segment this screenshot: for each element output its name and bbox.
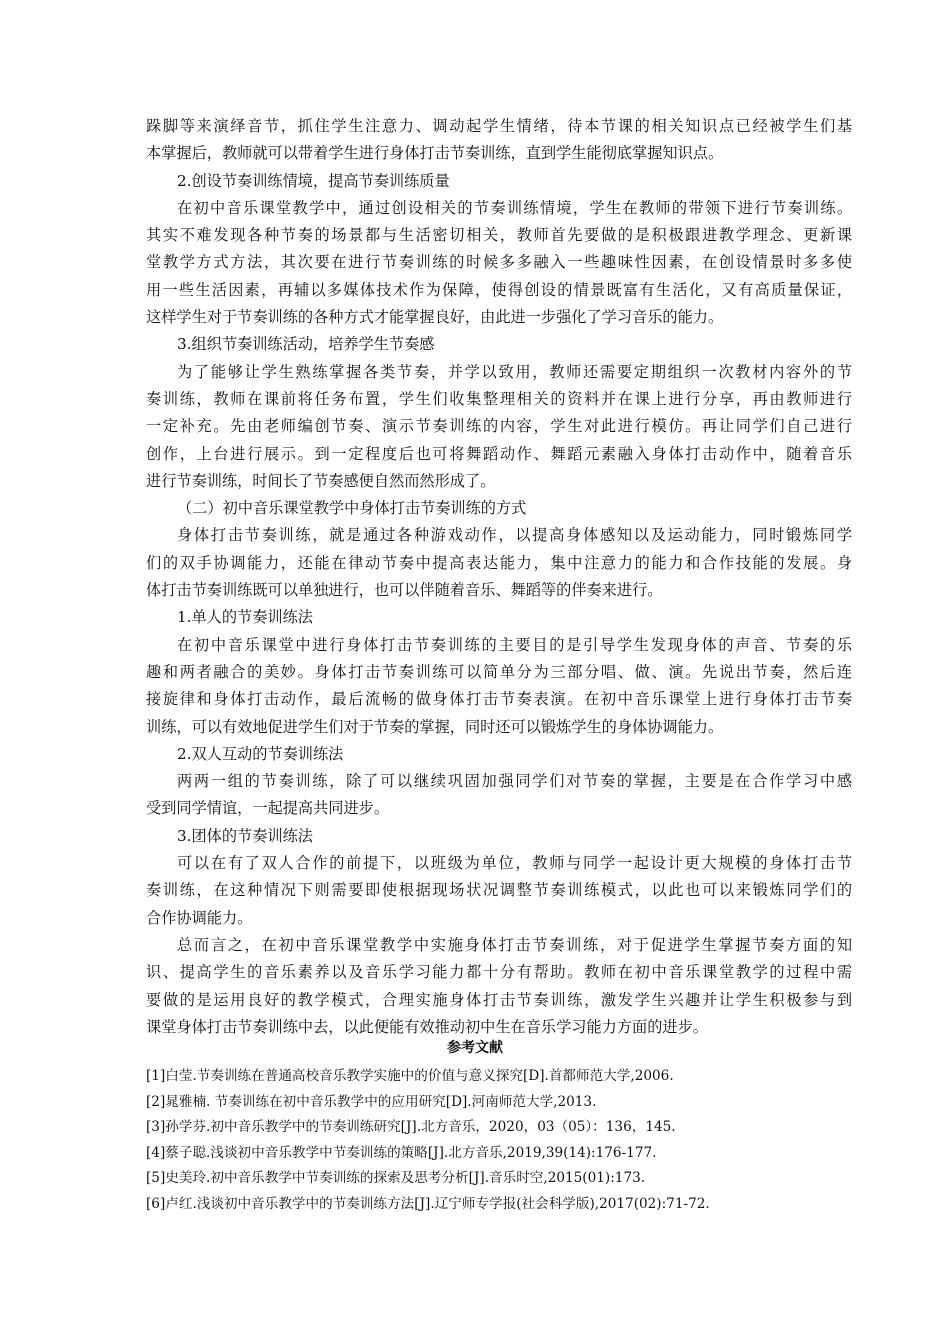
text-line: 本掌握后，教师就可以带着学生进行身体打击节奏训练，直到学生能彻底掌握知识点。 [146, 144, 724, 163]
body-paragraph [146, 522, 852, 604]
text-line: 课堂身体打击节奏训练中去，以此便能有效推动初中生在音乐学习能力方面的进步。 [146, 1017, 708, 1036]
section-heading: （二）初中音乐课堂教学中身体打击节奏训练的方式 [177, 499, 527, 518]
body-paragraph [146, 932, 852, 1041]
text-line: 奏训练，在这种情况下则需要即使根据现场状况调整节奏训练模式，以此也可以来锻炼同学们的 [146, 881, 852, 900]
body-paragraph [146, 359, 852, 495]
text-line: 要做的是运用良好的教学模式，合理实施身体打击节奏训练，激发学生兴趣并让学生积极参与到 [146, 990, 852, 1009]
reference-item: [1]白莹.节奏训练在普通高校音乐教学实施中的价值与意义探究[D].首都师范大学,2006. [146, 1068, 674, 1084]
text-line: 一定补充。先由老师编创节奏、演示节奏训练的内容，学生对此进行模仿。再让同学们自己进行 [146, 417, 852, 436]
text-line: 趣和两者融合的美妙。身体打击节奏训练可以简单分为三部分唱、做、演。先说出节奏，然后连 [146, 662, 852, 681]
text-line: 可以在有了双人合作的前提下，以班级为单位，教师与同学一起设计更大规模的身体打击节 [177, 854, 852, 873]
text-line: 们的双手协调能力，还能在律动节奏中提高表达能力，集中注意力的能力和合作技能的发展。身 [146, 553, 852, 572]
text-line: 两两一组的节奏训练，除了可以继续巩固加强同学们对节奏的掌握，主要是在合作学习中感 [177, 772, 852, 791]
text-line: 创作，上台进行展示。到一定程度后也可将舞蹈动作、舞蹈元素融入身体打击动作中，随着音乐 [146, 444, 852, 463]
section-heading: 2.双人互动的节奏训练法 [177, 744, 344, 763]
text-line: 接旋律和身体打击动作，最后流畅的做身体打击节奏表演。在初中音乐课堂上进行身体打击节奏 [146, 690, 852, 709]
body-paragraph [146, 113, 852, 168]
text-line: 身体打击节奏训练，就是通过各种游戏动作，以提高身体感知以及运动能力，同时锻炼同学 [177, 526, 852, 545]
body-text [146, 113, 852, 1041]
body-paragraph [146, 768, 852, 823]
reference-item: [3]孙学芬.初中音乐教学中的节奏训练研究[J].北方音乐，2020，03（05）：136，145. [146, 1119, 676, 1135]
references-title: 参考文献 [447, 1040, 503, 1056]
body-paragraph [146, 632, 852, 741]
text-line: 总而言之，在初中音乐课堂教学中实施身体打击节奏训练，对于促进学生掌握节奏方面的知 [177, 935, 852, 954]
body-paragraph [146, 195, 852, 331]
section-heading: 1.单人的节奏训练法 [177, 608, 313, 627]
text-line: 识、提高学生的音乐素养以及音乐学习能力都十分有帮助。教师在初中音乐课堂教学的过程中需 [146, 963, 852, 982]
text-line: 为了能够让学生熟练掌握各类节奏，并学以致用，教师还需要定期组织一次教材内容外的节 [177, 362, 852, 381]
text-line: 跺脚等来演绎音节，抓住学生注意力、调动起学生情绪，待本节课的相关知识点已经被学生们基 [146, 117, 852, 135]
text-line: 奏训练，教师在课前将任务布置，学生们收集整理相关的资料并在课上进行分享，再由教师进行 [146, 389, 852, 408]
reference-item: [4]蔡子聪.浅谈初中音乐教学中节奏训练的策略[J].北方音乐,2019,39(14):176-177. [146, 1144, 657, 1161]
text-line: 这样学生对于节奏训练的各种方式才能掌握良好，由此进一步强化了学习音乐的能力。 [146, 308, 724, 327]
reference-item: [2]晁雅楠. 节奏训练在初中音乐教学中的应用研究[D].河南师范大学,2013. [146, 1093, 597, 1110]
reference-item: [6]卢红.浅谈初中音乐教学中的节奏训练方法[J].辽宁师专学报(社会科学版),2017(02):71-72. [146, 1195, 710, 1212]
reference-item: [5]史美玲.初中音乐教学中节奏训练的探索及思考分析[J].音乐时空,2015(01):173. [146, 1170, 646, 1186]
section-heading: 3.组织节奏训练活动，培养学生节奏感 [177, 335, 435, 354]
text-line: 体打击节奏训练既可以单独进行，也可以伴随着音乐、舞蹈等的伴奏来进行。 [146, 581, 663, 600]
text-line: 其实不难发现各种节奏的场景都与生活密切相关，教师首先要做的是积极跟进教学理念、更新课 [146, 226, 852, 245]
text-line: 堂教学方式方法，其次要在进行节奏训练的时候多多融入一些趣味性因素，在创设情景时多多使 [146, 253, 852, 272]
text-line: 进行节奏训练，时间长了节奏感便自然而然形成了。 [146, 471, 496, 490]
body-paragraph [146, 850, 852, 932]
section-heading: 3.团体的节奏训练法 [177, 826, 313, 845]
text-line: 在初中音乐课堂中进行身体打击节奏训练的主要目的是引导学生发现身体的声音、节奏的乐 [177, 635, 852, 654]
text-line: 用一些生活因素，再辅以多媒体技术作为保障，使得创设的情景既富有生活化，又有高质量保证， [146, 280, 852, 299]
text-line: 训练，可以有效地促进学生们对于节奏的掌握，同时还可以锻炼学生的身体协调能力。 [146, 717, 724, 736]
text-line: 受到同学情谊，一起提高共同进步。 [146, 799, 389, 818]
section-heading: 2.创设节奏训练情境，提高节奏训练质量 [177, 171, 450, 190]
references-list [146, 1064, 852, 1217]
text-line: 合作协调能力。 [146, 908, 253, 927]
text-line: 在初中音乐课堂教学中，通过创设相关的节奏训练情境，学生在教师的带领下进行节奏训练。 [177, 198, 852, 217]
